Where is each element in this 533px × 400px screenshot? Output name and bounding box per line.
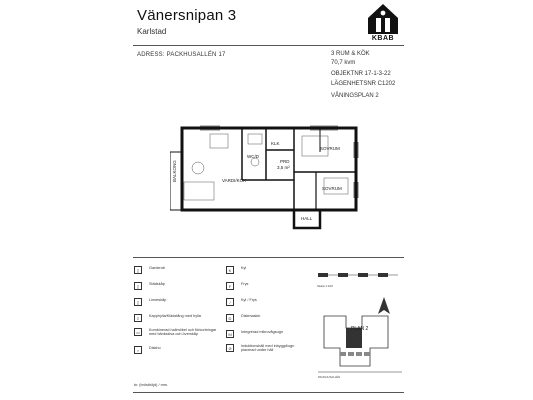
scale-bar [316,265,400,285]
page-subtitle: Karlstad [137,27,167,36]
scale-text: Skala 1:100 [317,284,333,288]
footer-divider [133,392,404,393]
key-map-label: PLAN 2 [351,326,369,332]
header-divider-top [133,45,404,46]
legend-item: ▯ Garderob [134,266,165,274]
garderob-icon: ▯ [134,266,142,274]
room-laundry: KLK [271,141,280,146]
legend-divider [133,257,404,258]
legend-item: K Kyl [226,266,246,274]
logo-text: KBAB [371,35,395,42]
kombinerad-icon: ▭ [134,328,142,336]
kyl-icon: K [226,266,234,274]
room-kitchen-living: VARDI/KÖK [222,178,247,183]
legend-item: ⊘ Induktionshäll med inbyggd/ugn placerad under häll [226,344,306,352]
stadskap-icon: ▯ [134,282,142,290]
legend-item: D Diskmaskin [226,314,260,322]
legend-item: ○ Diskho [134,346,161,354]
legend-item: ▯ Linneskåp [134,298,166,306]
induktion-icon: ⊘ [226,344,234,352]
mikro-icon: M [226,330,234,338]
room-storage-area: 3,5 m² [277,165,290,170]
room-storage: PRD [280,159,290,164]
room-bedroom-2: SOVRUM [322,186,342,191]
linneskap-icon: ▯ [134,298,142,306]
diskho-icon: ○ [134,346,142,354]
apartment-info [331,50,395,101]
info-floor: VÅNINGSPLAN 2 [331,92,379,99]
page-title: Vänersnipan 3 [137,7,237,24]
legend-item: ▯ Städskåp [134,282,165,290]
info-apartment-nr: LÄGENHETSNR C1202 [331,80,396,87]
diskmaskin-icon: D [226,314,234,322]
legend-item: F Frys [226,282,248,290]
legend-item: ▭ Kombinerad hallmöbel och förkortningar med bänkskiva och överskåp [134,328,220,336]
legend-footnote: br. (brösthöjd) / mm. [134,383,168,387]
info-area: 70,7 kvm [331,60,356,67]
room-hall: HALL [301,216,313,221]
info-object-nr: OBJEKTNR 17-1-3-22 [331,71,391,78]
key-map [316,310,404,380]
room-bedroom-1: SOVRUM [320,146,340,151]
legend-item: M Integrerad mikrovågsugn [226,330,283,338]
legend-item: / Kyl / Frys [226,298,257,306]
room-balcony: BALKONG [172,160,177,182]
floor-plan [170,122,370,234]
room-bath: WC/D [247,154,259,159]
kapphylla-icon: ≡ [134,314,142,322]
kylfrys-icon: / [226,298,234,306]
key-map-caption: PACKHUSALLÉN [318,375,341,379]
info-rooms: 3 RUM & KÖK [331,51,370,57]
frys-icon: F [226,282,234,290]
legend-item: ≡ Kapphylla/Klädstång med hylla [134,314,201,322]
address-line: ADRESS: PACKHUSALLÉN 17 [137,52,226,58]
